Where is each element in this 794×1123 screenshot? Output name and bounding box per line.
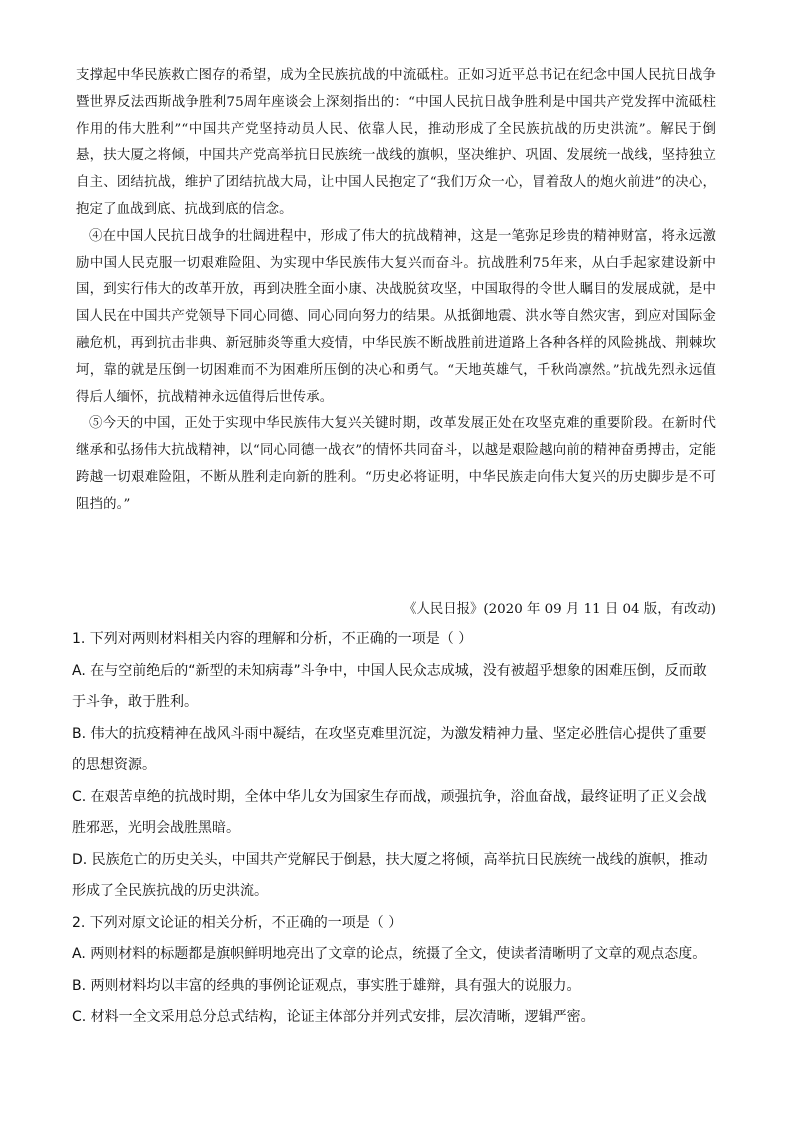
question-section	[72, 624, 718, 1034]
question-1-option-d: D. 民族危亡的历史关头，中国共产党解民于倒悬，扶大厦之将倾，高举抗日民族统一战线的旗帜，推动形成了全民族抗战的历史洪流。	[72, 851, 708, 899]
question-1-stem: 1. 下列对两则材料相关内容的理解和分析，不正确的一项是（ ）	[72, 631, 473, 647]
question-2-option-b: B. 两则材料均以丰富的经典的事例论证观点，事实胜于雄辩，具有强大的说服力。	[72, 977, 581, 994]
passage-paragraph-intro: 支撑起中华民族救亡图存的希望，成为全民族抗战的中流砥柱。正如习近平总书记在纪念中国人民抗日战争暨世界反法西斯战争胜利75周年座谈会上深刻指出的：“中国人民抗日战争胜利是中国共产党发挥中流砥柱作用的伟大胜利”“中国共产党坚持动员人民、依靠人民，推动形成了全民族抗战的历史洪流”。解民于倒悬，扶大厦之将倾，中国共产党高举抗日民族统一战线的旗帜，坚决维护、巩固、发展统一战线，坚持独立自主、团结抗战，维护了团结抗战大局，让中国人民抱定了“我们万众一心，冒着敌人的炮火前进”的决心，抱定了血战到底、抗战到底的信念。	[76, 68, 716, 217]
question-1-option-a: A. 在与空前绝后的“新型的未知病毒”斗争中，中国人民众志成城，没有被超乎想象的困难压倒，反而敢于斗争，敢于胜利。	[72, 662, 707, 710]
question-2-option-c: C. 材料一全文采用总分总式结构，论证主体部分并列式安排，层次清晰，逻辑严密。	[72, 1009, 595, 1025]
question-2-option-a: A. 两则材料的标题都是旗帜鲜明地亮出了文章的论点，统摄了全文，使读者清晰明了文章的观点态度。	[72, 946, 707, 962]
passage-paragraph-5: ⑤今天的中国，正处于实现中华民族伟大复兴关键时期，改革发展正处在攻坚克难的重要阶段。在新时代继承和弘扬伟大抗战精神，以“同心同德一战衣”的情怀共同奋斗，以越是艰险越向前的精神奋勇搏击，定能跨越一切艰难险阻，不断从胜利走向新的胜利。“历史必将证明，中华民族走向伟大复兴的历史脚步是不可阻挡的。”	[76, 416, 716, 512]
question-1-option-c: C. 在艰苦卓绝的抗战时期，全体中华儿女为国家生存而战，顽强抗争，浴血奋战，最终证明了正义会战胜邪恶，光明会战胜黑暗。	[72, 788, 707, 836]
question-2-stem: 2. 下列对原文论证的相关分析，不正确的一项是（ ）	[72, 914, 403, 931]
reading-passage	[76, 63, 716, 519]
question-1-option-b: B. 伟大的抗疫精神在战风斗雨中凝结，在攻坚克难里沉淀，为激发精神力量、坚定必胜信心提供了重要的思想资源。	[72, 725, 707, 773]
passage-paragraph-4: ④在中国人民抗日战争的壮阔进程中，形成了伟大的抗战精神，这是一笔弥足珍贵的精神财富，将永远激励中国人民克服一切艰难险阻、为实现中华民族伟大复兴而奋斗。抗战胜利75年来，从白手起家建设新中国，到实行伟大的改革开放，再到决胜全面小康、决战脱贫攻坚，中国取得的令世人瞩目的发展成就，是中国人民在中国共产党领导下同心同德、同心同向努力的结果。从抵御地震、洪水等自然灾害，到应对国际金融危机，再到抗击非典、新冠肺炎等重大疫情，中华民族不断战胜前进道路上各种各样的风险挑战、荆棘坎坷，靠的就是压倒一切困难而不为困难所压倒的决心和勇气。“天地英雄气，千秋尚凛然。”抗战先烈永远值得后人缅怀，抗战精神永远值得后世传承。	[76, 228, 716, 405]
passage-source: 《人民日报》(2020 年 09 月 11 日 04 版，有改动)	[403, 602, 716, 617]
